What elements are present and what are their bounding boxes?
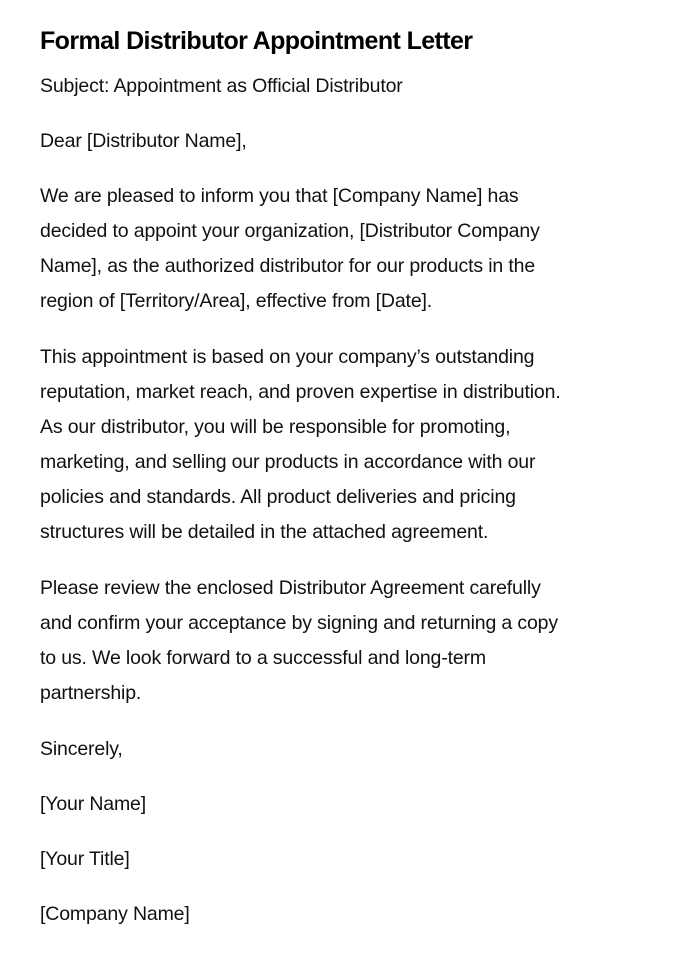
paragraph-line: As our distributor, you will be responsible for promoting, — [40, 416, 511, 438]
document-title: Formal Distributor Appointment Letter — [40, 27, 473, 55]
paragraph-line: Name], as the authorized distributor for our products in the — [40, 255, 536, 277]
paragraph-line: partnership. — [40, 682, 142, 704]
paragraph-line: marketing, and selling our products in accordance with our — [40, 451, 536, 473]
paragraph-line: We are pleased to inform you that [Company Name] has — [40, 185, 519, 207]
signature-name: [Your Name] — [40, 793, 147, 815]
salutation: Dear [Distributor Name], — [40, 130, 247, 152]
paragraph-line: to us. We look forward to a successful and long-term — [40, 647, 486, 669]
subject-line: Subject: Appointment as Official Distributor — [40, 75, 403, 97]
paragraph-line: policies and standards. All product deliveries and pricing — [40, 486, 516, 508]
signature-title: [Your Title] — [40, 848, 130, 870]
paragraph-responsibilities — [40, 340, 561, 550]
paragraph-line: and confirm your acceptance by signing and returning a copy — [40, 612, 558, 634]
paragraph-line: This appointment is based on your company’s outstanding — [40, 346, 535, 368]
paragraph-line: decided to appoint your organization, [Distributor Company — [40, 220, 540, 242]
paragraph-line: Please review the enclosed Distributor Agreement carefully — [40, 577, 541, 599]
paragraph-line: region of [Territory/Area], effective from [Date]. — [40, 290, 433, 312]
signature-company: [Company Name] — [40, 903, 190, 925]
paragraph-line: structures will be detailed in the attached agreement. — [40, 521, 489, 543]
paragraph-review-request — [40, 571, 558, 711]
paragraph-appointment-notice — [40, 179, 540, 319]
paragraph-line: reputation, market reach, and proven expertise in distribution. — [40, 381, 561, 403]
closing: Sincerely, — [40, 738, 123, 760]
